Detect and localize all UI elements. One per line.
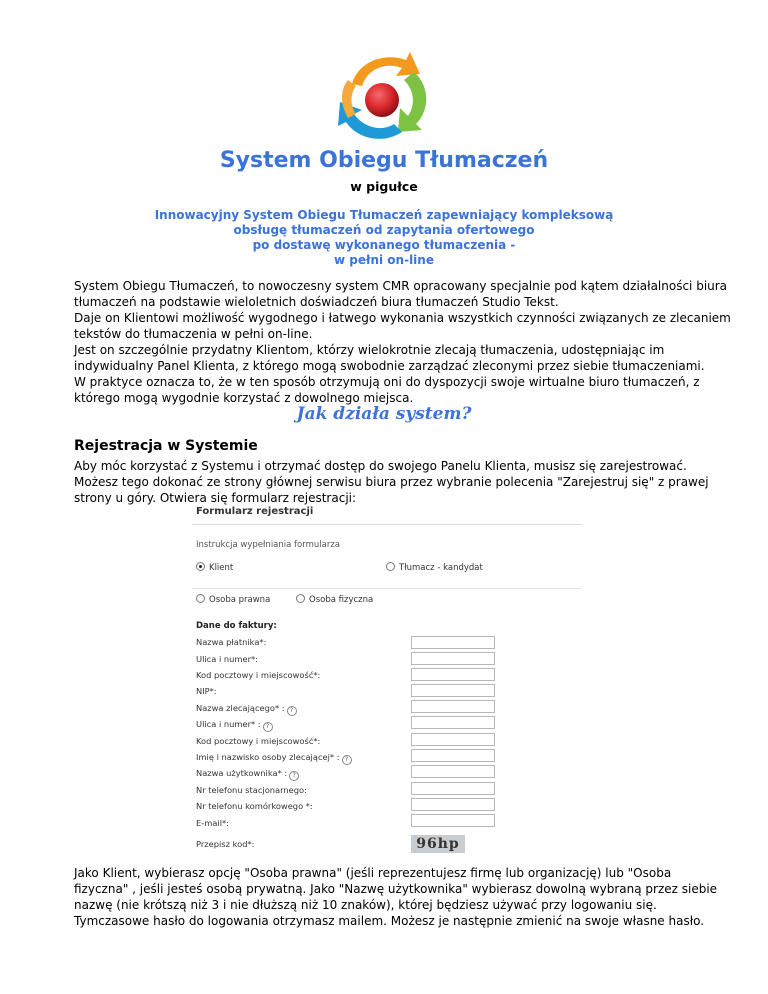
payer-name-input[interactable] bbox=[411, 636, 495, 649]
username-input[interactable] bbox=[411, 765, 495, 778]
radio-icon bbox=[296, 594, 305, 603]
radio-checked-icon bbox=[196, 562, 205, 571]
field-label-nip: NIP*: bbox=[196, 686, 217, 696]
section-title: Jak działa system? bbox=[296, 404, 472, 424]
help-icon[interactable]: ? bbox=[287, 706, 297, 716]
help-icon[interactable]: ? bbox=[289, 771, 299, 781]
radio-translator[interactable] bbox=[386, 562, 483, 573]
divider bbox=[192, 588, 582, 589]
page-title: System Obiegu Tłumaczeń bbox=[219, 148, 549, 173]
postcode-city-2-input[interactable] bbox=[411, 733, 495, 746]
email-input[interactable] bbox=[411, 814, 495, 827]
intro-line: którego mogą wygodnie korzystać z dowolnego miejsca. bbox=[74, 391, 414, 405]
field-label-street-2: Ulica i numer* : ? bbox=[196, 719, 273, 732]
registration-line: strony u góry. Otwiera się formularz rejestracji: bbox=[74, 491, 357, 505]
captcha-image: 96hp bbox=[411, 835, 465, 853]
divider bbox=[192, 524, 582, 525]
field-label-captcha: Przepisz kod*: bbox=[196, 839, 255, 849]
registration-form-screenshot bbox=[192, 500, 586, 860]
explanation-line: fizyczna" , jeśli jesteś osobą prywatną. Jako "Nazwę użytkownika" wybierasz dowolną wybraną przez siebie bbox=[74, 882, 718, 896]
explanation-paragraph bbox=[74, 865, 718, 929]
tagline-line: obsługę tłumaczeń od zapytania ofertowego bbox=[233, 223, 535, 237]
intro-line: System Obiegu Tłumaczeń, to nowoczesny system CMR opracowany specjalnie pod kątem działalności biura bbox=[74, 279, 728, 293]
registration-paragraph bbox=[74, 458, 714, 506]
field-label-street: Ulica i numer*: bbox=[196, 654, 258, 664]
postcode-city-input[interactable] bbox=[411, 668, 495, 681]
field-label-orderer-person: Imię i nazwisko osoby zlecającej* : ? bbox=[196, 752, 352, 765]
field-label-orderer-name: Nazwa zlecającego* : ? bbox=[196, 703, 297, 716]
orderer-name-input[interactable] bbox=[411, 700, 495, 713]
form-title: Formularz rejestracji bbox=[196, 506, 314, 517]
help-icon[interactable]: ? bbox=[342, 755, 352, 765]
section-heading: Rejestracja w Systemie bbox=[74, 438, 258, 454]
intro-paragraph bbox=[74, 278, 731, 406]
nip-input[interactable] bbox=[411, 684, 495, 697]
field-label-payer-name: Nazwa płatnika*: bbox=[196, 637, 267, 647]
intro-line: tekstów do tłumaczenia w pełni on-line. bbox=[74, 327, 313, 341]
field-label-postcode-city-2: Kod pocztowy i miejscowość*: bbox=[196, 736, 321, 746]
radio-natural-person[interactable] bbox=[296, 594, 373, 605]
street-input[interactable] bbox=[411, 652, 495, 665]
radio-icon bbox=[196, 594, 205, 603]
intro-line: Daje on Klientowi możliwość wygodnego i łatwego wykonania wszystkich czynności związanych ze zlecaniem bbox=[74, 311, 731, 325]
intro-line: W praktyce oznacza to, że w ten sposób otrzymują oni do dyspozycji swoje wirtualne biuro tłumaczeń, z bbox=[74, 375, 700, 389]
field-label-mobile: Nr telefonu komórkowego *: bbox=[196, 801, 313, 811]
field-label-email: E-mail*: bbox=[196, 818, 229, 828]
tagline bbox=[0, 208, 768, 268]
radio-legal-person[interactable] bbox=[196, 594, 270, 605]
tagline-line: w pełni on-line bbox=[334, 253, 434, 267]
radio-legal-label: Osoba prawna bbox=[209, 595, 271, 605]
intro-line: tłumaczeń na podstawie wieloletnich doświadczeń biura tłumaczeń Studio Tekst. bbox=[74, 295, 559, 309]
mobile-input[interactable] bbox=[411, 798, 495, 811]
explanation-line: nazwę (nie krótszą niż 3 i nie dłuższą niż 10 znaków), której będziesz używać przy logowaniu się. bbox=[74, 898, 657, 912]
radio-natural-label: Osoba fizyczna bbox=[309, 595, 374, 605]
invoice-section-label: Dane do faktury: bbox=[196, 621, 277, 631]
radio-translator-label: Tłumacz - kandydat bbox=[399, 563, 483, 573]
field-label-landline: Nr telefonu stacjonarnego: bbox=[196, 785, 307, 795]
field-label-postcode-city: Kod pocztowy i miejscowość*: bbox=[196, 670, 321, 680]
street-2-input[interactable] bbox=[411, 716, 495, 729]
help-icon[interactable]: ? bbox=[263, 722, 273, 732]
form-instructions-link[interactable]: Instrukcja wypełniania formularza bbox=[196, 540, 340, 550]
intro-line: Jest on szczególnie przydatny Klientom, którzy wielokrotnie zlecają tłumaczenia, udostępniając im bbox=[74, 343, 665, 357]
orderer-person-input[interactable] bbox=[411, 749, 495, 762]
radio-client[interactable] bbox=[196, 562, 233, 573]
field-label-username: Nazwa użytkownika* : ? bbox=[196, 768, 299, 781]
logo-icon bbox=[332, 44, 436, 148]
registration-line: Możesz tego dokonać ze strony głównej serwisu biura przez wybranie polecenia "Zarejestruj się" z prawej bbox=[74, 475, 709, 489]
explanation-line: Jako Klient, wybierasz opcję "Osoba prawna" (jeśli reprezentujesz firmę lub organizację) lub "Osoba bbox=[74, 866, 672, 880]
tagline-line: po dostawę wykonanego tłumaczenia - bbox=[252, 238, 516, 252]
tagline-line: Innowacyjny System Obiegu Tłumaczeń zapewniający kompleksową bbox=[154, 208, 614, 222]
landline-input[interactable] bbox=[411, 782, 495, 795]
page-subtitle: w pigułce bbox=[350, 179, 418, 194]
radio-icon bbox=[386, 562, 395, 571]
registration-line: Aby móc korzystać z Systemu i otrzymać dostęp do swojego Panelu Klienta, musisz się zarejestrować. bbox=[74, 459, 687, 473]
explanation-line: Tymczasowe hasło do logowania otrzymasz mailem. Możesz je następnie zmienić na swoje własne hasło. bbox=[74, 914, 705, 928]
intro-line: indywidualny Panel Klienta, z którego mogą swobodnie zarządzać zleconymi przez siebie tłumaczeniami. bbox=[74, 359, 705, 373]
radio-client-label: Klient bbox=[209, 563, 234, 573]
